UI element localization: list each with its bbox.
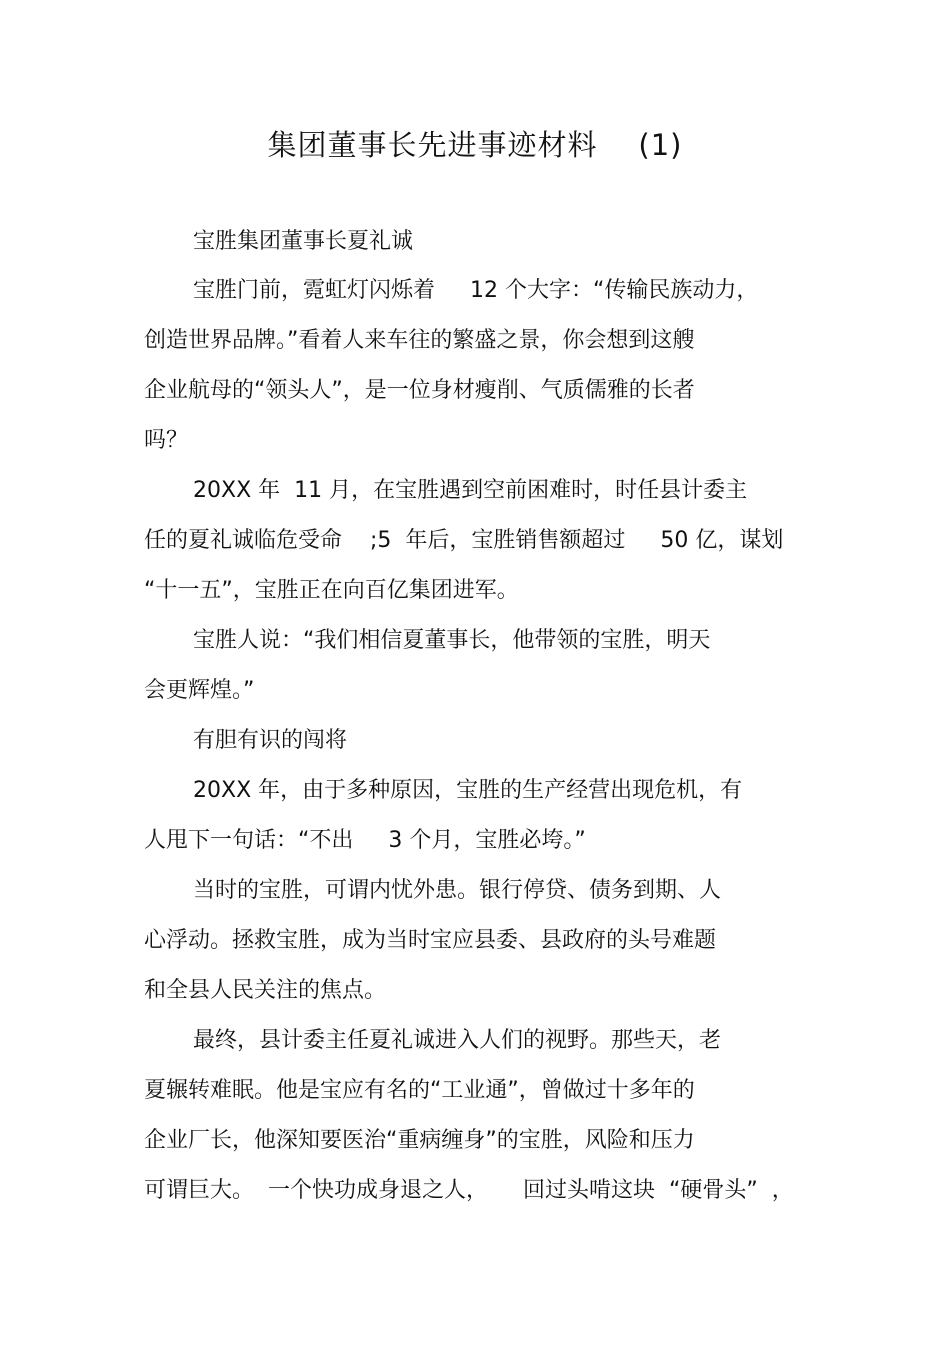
paragraph-line: 企业厂长，他深知要医治“重病缠身”的宝胜，风险和压力 — [144, 1128, 695, 1153]
paragraph-line: 当时的宝胜，可谓内忧外患。银行停贷、债务到期、人 — [193, 878, 722, 903]
paragraph-line: “十一五”，宝胜正在向百亿集团进军。 — [144, 578, 519, 603]
paragraph-line: 心浮动。拯救宝胜，成为当时宝应县委、县政府的头号难题 — [144, 928, 717, 953]
paragraph-line: 宝胜人说：“我们相信夏董事长，他带领的宝胜，明天 — [193, 628, 711, 653]
paragraph-line: 可谓巨大。 一个快功成身退之人， 回过头啃这块 “硬骨头” ， — [144, 1178, 794, 1203]
paragraph-line: 会更辉煌。” — [144, 678, 255, 703]
section-heading: 有胆有识的闯将 — [193, 728, 348, 753]
paragraph-line: 人甩下一句话：“不出 3 个月，宝胜必垮。” — [144, 828, 586, 853]
paragraph-line: 20XX 年，由于多种原因，宝胜的生产经营出现危机，有 — [193, 778, 743, 803]
paragraph-line: 任的夏礼诚临危受命 ;5 年后，宝胜销售额超过 50 亿，谋划 — [144, 528, 784, 553]
paragraph-line: 宝胜门前，霓虹灯闪烁着 12 个大字：“传输民族动力， — [193, 278, 759, 303]
paragraph-line: 最终，县计委主任夏礼诚进入人们的视野。那些天，老 — [193, 1028, 722, 1053]
document-title: 集团董事长先进事迹材料 (1) — [267, 128, 683, 162]
paragraph-line: 创造世界品牌。”看着人来车往的繁盛之景，你会想到这艘 — [144, 328, 695, 353]
paragraph-line: 宝胜集团董事长夏礼诚 — [193, 229, 414, 254]
paragraph-line: 吗？ — [144, 428, 189, 453]
paragraph-line: 夏辗转难眠。他是宝应有名的“工业通”，曾做过十多年的 — [144, 1078, 695, 1103]
paragraph-line: 20XX 年 11 月，在宝胜遇到空前困难时，时任县计委主 — [193, 478, 748, 503]
paragraph-line: 企业航母的“领头人”，是一位身材瘦削、气质儒雅的长者 — [144, 378, 695, 403]
paragraph-line: 和全县人民关注的焦点。 — [144, 978, 387, 1003]
